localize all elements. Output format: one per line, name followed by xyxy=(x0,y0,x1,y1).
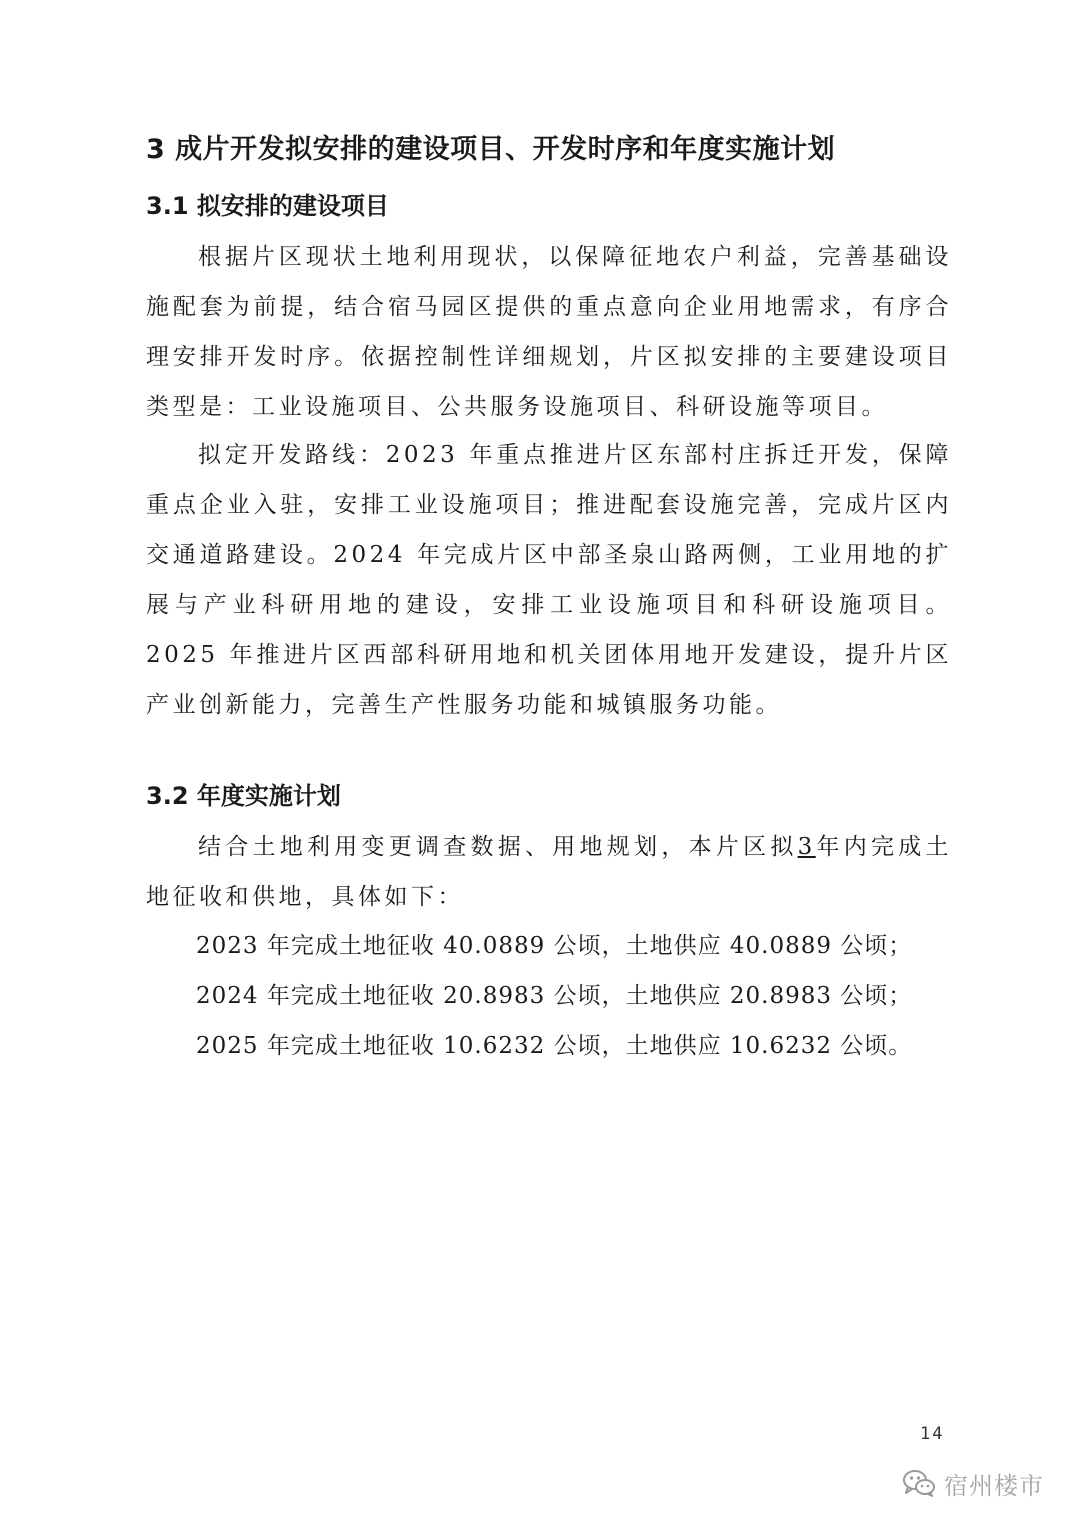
plan-line-2025: 2025 年完成土地征收 10.6232 公顷，土地供应 10.6232 公顷。 xyxy=(196,1033,913,1059)
watermark-text: 宿州楼市 xyxy=(944,1471,1044,1500)
section-3-2-intro xyxy=(146,822,952,922)
section-3-title: 3 成片开发拟安排的建设项目、开发时序和年度实施计划 xyxy=(146,134,836,165)
page-number: 14 xyxy=(920,1424,945,1444)
intro-years-underlined: 3 xyxy=(797,834,816,860)
section-3-2-heading: 3.2 年度实施计划 xyxy=(146,782,341,810)
section-3-1-paragraph-1: 根据片区现状土地利用现状，以保障征地农户利益，完善基础设施配套为前提，结合宿马园区提供的重点意向企业用地需求，有序合理安排开发时序。依据控制性详细规划，片区拟安排的主要建设项目类型是：工业设施项目、公共服务设施项目、科研设施等项目。 xyxy=(146,244,952,420)
wechat-icon xyxy=(902,1468,936,1498)
plan-line-2024: 2024 年完成土地征收 20.8983 公顷，土地供应 20.8983 公顷； xyxy=(196,983,913,1009)
intro-text-before: 结合土地利用变更调查数据、用地规划，本片区拟 xyxy=(198,834,798,860)
intro-text-after: 年内完成土地征收和供地，具体如下： xyxy=(146,834,953,910)
plan-line-2023: 2023 年完成土地征收 40.0889 公顷，土地供应 40.0889 公顷； xyxy=(196,933,913,959)
section-3-1-paragraph-2: 拟定开发路线：2023 年重点推进片区东部村庄拆迁开发，保障重点企业入驻，安排工业设施项目；推进配套设施完善，完成片区内交通道路建设。2024 年完成片区中部圣泉山路两侧，工业用地的扩展与产业科研用地的建设，安排工业设施项目和科研设施项目。2025 年推进片区西部科研用地和机关团体用地开发建设，提升片区产业创新能力，完善生产性服务功能和城镇服务功能。 xyxy=(146,442,952,718)
watermark xyxy=(902,1466,1044,1500)
section-3-1-heading: 3.1 拟安排的建设项目 xyxy=(146,192,389,220)
